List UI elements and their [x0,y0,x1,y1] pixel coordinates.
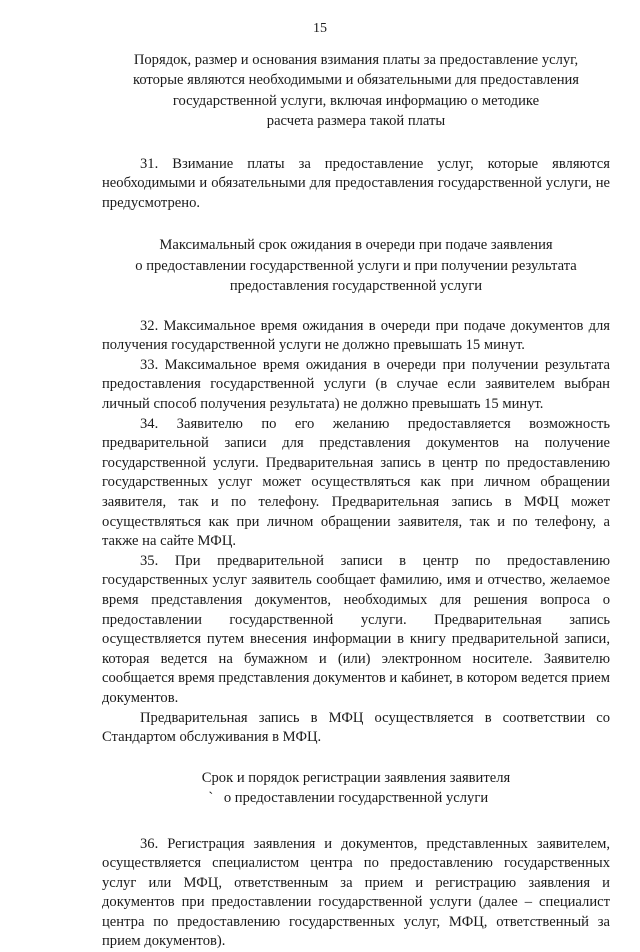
paragraph-36: 36. Регистрация заявления и документов, представленных заявителем, осуществляется специалистом центра по предоставлению государственных услуг или МФЦ, ответственным за прием и регистрацию заявления и документов при предоставлении государственной услуги (далее – специалист центра по предоставлению государственных услуг, МФЦ, ответственный за прием документов). [102,835,610,952]
heading-line: Срок и порядок регистрации заявления заявителя [102,768,610,788]
heading-line: о предоставлении государственной услуги [224,790,488,806]
paragraph-mfc-booking: Предварительная запись в МФЦ осуществляется в соответствии со Стандартом обслуживания в МФЦ. [102,709,610,748]
paragraph-35: 35. При предварительной записи в центр по предоставлению государственных услуг заявитель сообщает фамилию, имя и отчество, желаемое время представления документов, необходимых для решения вопроса о предоставлении государственной услуги. Предварительная запись осуществляется путем внесения информации в книгу предварительной записи, которая ведется на бумажном и (или) электронном носителе. Заявителю сообщается время представления документов и кабинет, в котором ведется прием документов. [102,552,610,709]
heading-line-with-mark [102,788,610,808]
paragraph-32: 32. Максимальное время ожидания в очереди при подаче документов для получения государственной услуги не должно превышать 15 минут. [102,317,610,356]
page-number: 15 [0,20,640,38]
heading-line: предоставления государственной услуги [102,276,610,296]
heading-line: государственной услуги, включая информацию о методике [102,91,610,111]
paragraph-31: 31. Взимание платы за предоставление услуг, которые являются необходимыми и обязательными для предоставления государственной услуги, не предусмотрено. [102,155,610,214]
heading-line: расчета размера такой платы [102,111,610,131]
section-heading-fees [102,50,610,132]
section-heading-registration [102,768,610,809]
heading-line: о предоставлении государственной услуги и при получении результата [102,256,610,276]
heading-line: Порядок, размер и основания взимания платы за предоставление услуг, [102,50,610,70]
heading-line: которые являются необходимыми и обязательными для предоставления [102,70,610,90]
heading-line: Максимальный срок ожидания в очереди при подаче заявления [102,235,610,255]
document-body [102,50,610,952]
paragraph-34: 34. Заявителю по его желанию предоставляется возможность предварительной записи для представления документов на получение государственной услуги. Предварительная запись в центр по предоставлению государственных услуг может осуществляться как при личном обращении заявителя, так и по телефону. Предварительная запись в МФЦ может осуществляться как при личном обращении заявителя, так и по телефону, а также на сайте МФЦ. [102,415,610,552]
stray-mark: ` [206,788,216,808]
section-heading-waiting-time [102,235,610,296]
paragraph-33: 33. Максимальное время ожидания в очереди при получении результата предоставления государственной услуги (в случае если заявителем выбран личный способ получения результата) не должно превышать 15 минут. [102,356,610,415]
